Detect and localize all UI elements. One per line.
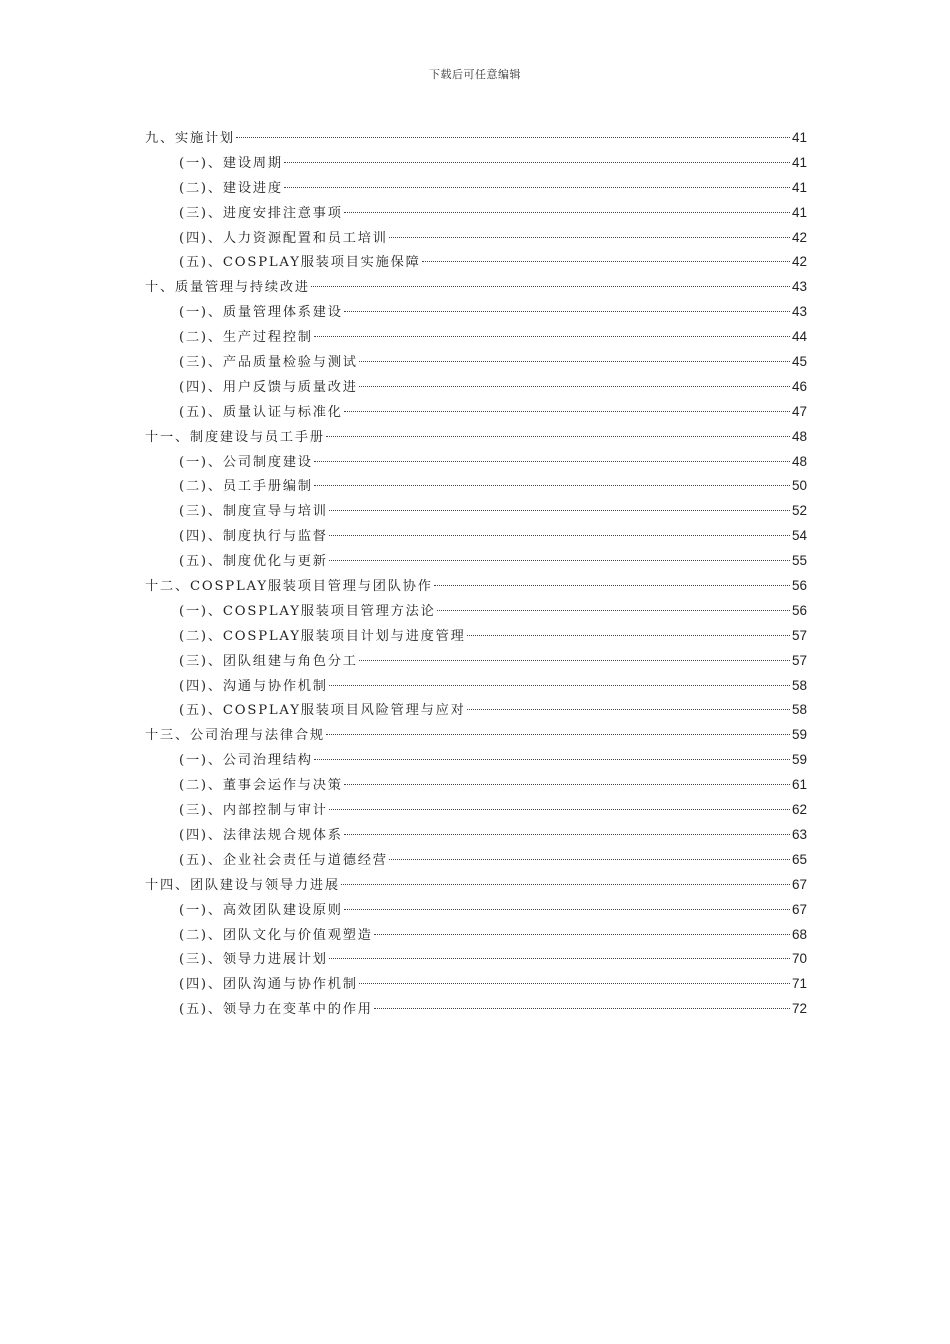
toc-entry-title: (一)、质量管理体系建设 xyxy=(179,305,343,321)
toc-dot-leader xyxy=(329,685,790,686)
toc-section-link[interactable] xyxy=(145,947,807,972)
toc-page-number: 50 xyxy=(791,478,807,494)
toc-section-link[interactable] xyxy=(145,798,807,823)
toc-dot-leader xyxy=(284,187,790,188)
toc-entry-title: (三)、内部控制与审计 xyxy=(179,803,328,819)
toc-entry-title: (五)、制度优化与更新 xyxy=(179,554,328,570)
toc-entry-title: (一)、建设周期 xyxy=(179,155,283,171)
toc-dot-leader xyxy=(326,436,790,437)
toc-chapter-link[interactable] xyxy=(145,425,807,450)
toc-dot-leader xyxy=(344,311,790,312)
toc-page-number: 68 xyxy=(791,926,807,942)
toc-section-link[interactable] xyxy=(145,300,807,325)
toc-entry-title: (四)、团队沟通与协作机制 xyxy=(179,977,358,993)
toc-dot-leader xyxy=(311,286,790,287)
toc-dot-leader xyxy=(359,983,790,984)
toc-entry-title: (五)、COSPLAY服装项目风险管理与应对 xyxy=(179,703,466,719)
toc-section-link[interactable] xyxy=(145,250,807,275)
toc-section-link[interactable] xyxy=(145,176,807,201)
toc-dot-leader xyxy=(344,784,790,785)
toc-dot-leader xyxy=(329,535,790,536)
toc-dot-leader xyxy=(284,162,790,163)
toc-page-number: 59 xyxy=(791,752,807,768)
toc-section-link[interactable] xyxy=(145,325,807,350)
toc-dot-leader xyxy=(314,485,790,486)
toc-section-link[interactable] xyxy=(145,474,807,499)
page-header: 下载后可任意编辑 xyxy=(429,68,521,81)
toc-dot-leader xyxy=(437,610,790,611)
toc-dot-leader xyxy=(341,884,790,885)
toc-page-number: 71 xyxy=(791,976,807,992)
toc-section-link[interactable] xyxy=(145,649,807,674)
toc-entry-title: (五)、企业社会责任与道德经营 xyxy=(179,852,388,868)
toc-page-number: 46 xyxy=(791,378,807,394)
toc-page-number: 59 xyxy=(791,727,807,743)
toc-dot-leader xyxy=(422,261,790,262)
toc-page-number: 41 xyxy=(791,154,807,170)
toc-page-number: 65 xyxy=(791,851,807,867)
toc-page-number: 41 xyxy=(791,130,807,145)
toc-dot-leader xyxy=(329,809,790,810)
toc-entry-title: (五)、COSPLAY服装项目实施保障 xyxy=(179,255,421,271)
toc-page-number: 72 xyxy=(791,1001,807,1017)
toc-entry-title: (四)、沟通与协作机制 xyxy=(179,678,328,694)
toc-entry-title: (四)、用户反馈与质量改进 xyxy=(179,379,358,395)
toc-section-link[interactable] xyxy=(145,549,807,574)
toc-dot-leader xyxy=(329,560,790,561)
toc-page-number: 55 xyxy=(791,553,807,569)
toc-page-number: 57 xyxy=(791,627,807,643)
toc-chapter-link[interactable] xyxy=(145,275,807,300)
toc-section-link[interactable] xyxy=(145,350,807,375)
toc-dot-leader xyxy=(344,411,790,412)
toc-dot-leader xyxy=(344,909,790,910)
toc-page-number: 61 xyxy=(791,777,807,793)
toc-entry-title: 九、实施计划 xyxy=(145,131,235,146)
toc-dot-leader xyxy=(359,361,790,362)
toc-page-number: 54 xyxy=(791,528,807,544)
toc-dot-leader xyxy=(314,461,790,462)
toc-page-number: 42 xyxy=(791,229,807,245)
toc-page-number: 41 xyxy=(791,204,807,220)
toc-section-link[interactable] xyxy=(145,151,807,176)
toc-entry-title: (三)、产品质量检验与测试 xyxy=(179,355,358,371)
toc-page-number: 42 xyxy=(791,254,807,270)
toc-entry-title: (一)、高效团队建设原则 xyxy=(179,902,343,918)
toc-entry-title: (五)、质量认证与标准化 xyxy=(179,404,343,420)
toc-section-link[interactable] xyxy=(145,499,807,524)
toc-page-number: 70 xyxy=(791,951,807,967)
toc-page-number: 62 xyxy=(791,802,807,818)
toc-dot-leader xyxy=(314,759,790,760)
toc-section-link[interactable] xyxy=(145,201,807,226)
toc-page-number: 56 xyxy=(791,578,807,594)
toc-page-number: 58 xyxy=(791,702,807,718)
toc-section-link[interactable] xyxy=(145,997,807,1022)
toc-section-link[interactable] xyxy=(145,698,807,723)
toc-entry-title: (三)、制度宣导与培训 xyxy=(179,504,328,520)
toc-section-link[interactable] xyxy=(145,624,807,649)
table-of-contents xyxy=(145,126,807,1022)
toc-entry-title: (四)、法律法规合规体系 xyxy=(179,827,343,843)
toc-dot-leader xyxy=(326,734,790,735)
toc-dot-leader xyxy=(344,212,790,213)
toc-entry-title: (二)、COSPLAY服装项目计划与进度管理 xyxy=(179,628,466,644)
toc-entry-title: (四)、人力资源配置和员工培训 xyxy=(179,230,388,246)
toc-entry-title: (一)、COSPLAY服装项目管理方法论 xyxy=(179,603,436,619)
toc-dot-leader xyxy=(374,934,790,935)
toc-entry-title: 十一、制度建设与员工手册 xyxy=(145,429,325,445)
toc-entry-title: 十四、团队建设与领导力进展 xyxy=(145,877,340,893)
toc-entry-title: (三)、团队组建与角色分工 xyxy=(179,653,358,669)
toc-entry-title: (四)、制度执行与监督 xyxy=(179,529,328,545)
toc-page-number: 57 xyxy=(791,652,807,668)
toc-dot-leader xyxy=(374,1008,790,1009)
toc-dot-leader xyxy=(329,510,790,511)
toc-entry-title: (五)、领导力在变革中的作用 xyxy=(179,1002,373,1018)
toc-dot-leader xyxy=(389,237,790,238)
toc-entry-title: (二)、董事会运作与决策 xyxy=(179,778,343,794)
toc-page-number: 43 xyxy=(791,304,807,320)
toc-section-link[interactable] xyxy=(145,450,807,475)
toc-section-link[interactable] xyxy=(145,375,807,400)
toc-entry-title: (一)、公司制度建设 xyxy=(179,454,313,470)
toc-dot-leader xyxy=(359,660,790,661)
toc-entry-title: 十三、公司治理与法律合规 xyxy=(145,728,325,744)
toc-page-number: 44 xyxy=(791,329,807,345)
toc-dot-leader xyxy=(389,859,790,860)
toc-section-link[interactable] xyxy=(145,748,807,773)
toc-section-link[interactable] xyxy=(145,599,807,624)
toc-dot-leader xyxy=(236,137,790,138)
toc-page-number: 47 xyxy=(791,403,807,419)
toc-dot-leader xyxy=(359,386,790,387)
toc-page-number: 48 xyxy=(791,428,807,444)
toc-chapter-link[interactable] xyxy=(145,126,807,151)
toc-page-number: 58 xyxy=(791,677,807,693)
toc-page-number: 67 xyxy=(791,901,807,917)
toc-page-number: 52 xyxy=(791,503,807,519)
toc-section-link[interactable] xyxy=(145,773,807,798)
toc-entry-title: (二)、生产过程控制 xyxy=(179,330,313,346)
toc-dot-leader xyxy=(467,709,790,710)
toc-entry-title: 十二、COSPLAY服装项目管理与团队协作 xyxy=(145,579,433,595)
toc-page-number: 41 xyxy=(791,179,807,195)
toc-chapter-link[interactable] xyxy=(145,723,807,748)
toc-section-link[interactable] xyxy=(145,400,807,425)
toc-entry-title: (三)、进度安排注意事项 xyxy=(179,205,343,221)
toc-section-link[interactable] xyxy=(145,823,807,848)
toc-dot-leader xyxy=(344,834,790,835)
toc-dot-leader xyxy=(314,336,790,337)
toc-dot-leader xyxy=(467,635,790,636)
toc-page-number: 63 xyxy=(791,826,807,842)
toc-page-number: 67 xyxy=(791,876,807,892)
toc-section-link[interactable] xyxy=(145,674,807,699)
toc-section-link[interactable] xyxy=(145,898,807,923)
toc-entry-title: (二)、建设进度 xyxy=(179,180,283,196)
toc-page-number: 43 xyxy=(791,279,807,295)
toc-section-link[interactable] xyxy=(145,848,807,873)
toc-section-link[interactable] xyxy=(145,524,807,549)
toc-dot-leader xyxy=(434,585,790,586)
toc-dot-leader xyxy=(329,958,790,959)
toc-page-number: 45 xyxy=(791,354,807,370)
toc-page-number: 48 xyxy=(791,453,807,469)
toc-section-link[interactable] xyxy=(145,923,807,948)
toc-entry-title: 十、质量管理与持续改进 xyxy=(145,280,310,296)
toc-entry-title: (二)、团队文化与价值观塑造 xyxy=(179,927,373,943)
toc-page-number: 56 xyxy=(791,602,807,618)
toc-entry-title: (一)、公司治理结构 xyxy=(179,753,313,769)
toc-section-link[interactable] xyxy=(145,226,807,251)
toc-entry-title: (三)、领导力进展计划 xyxy=(179,952,328,968)
toc-chapter-link[interactable] xyxy=(145,873,807,898)
toc-entry-title: (二)、员工手册编制 xyxy=(179,479,313,495)
toc-section-link[interactable] xyxy=(145,972,807,997)
toc-chapter-link[interactable] xyxy=(145,574,807,599)
